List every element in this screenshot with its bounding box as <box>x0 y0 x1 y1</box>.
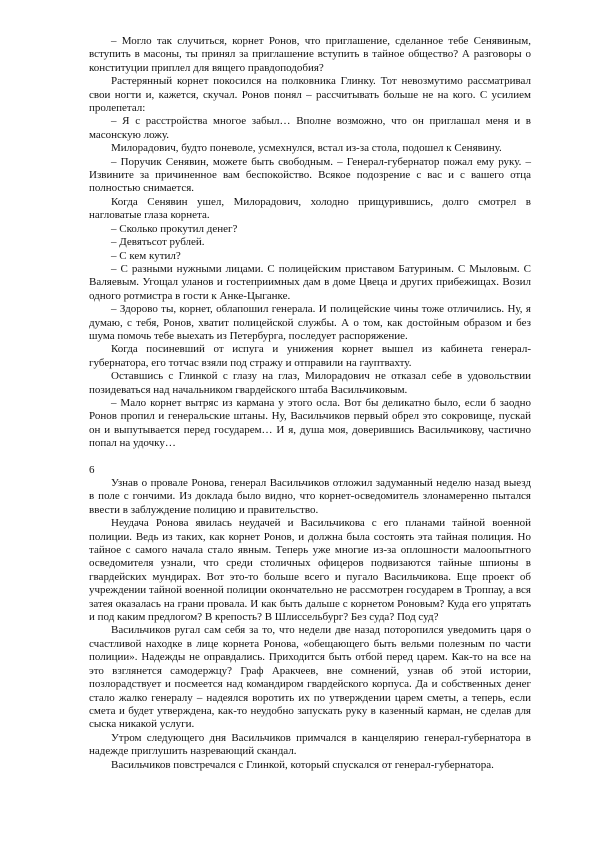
paragraph: – Поручик Сенявин, можете быть свободным. – Генерал-губернатор пожал ему руку. – Извините за причиненное вам беспокойство. Всякое подозрение с вас и с вашего отца полностью снимается. <box>89 155 531 195</box>
paragraph: Узнав о провале Ронова, генерал Васильчиков отложил задуманный неделю назад выезд в поле с гончими. Из доклада было видно, что корнет-осведомитель злонамеренно пытался ввести в заблуждение полицию и правительство. <box>89 477 531 516</box>
paragraph: Растерянный корнет покосился на полковника Глинку. Тот невозмутимо рассматривал свои ногти и, кажется, скучал. Ронов понял – рассчитывать больше не на кого. С усилием пролепетал: <box>89 75 531 115</box>
paragraph: – Сколько прокутил денег? <box>111 222 238 235</box>
paragraph: – Я с расстройства многое забыл… Вполне возможно, что он приглашал меня и в масонскую ложу. <box>89 115 531 141</box>
paragraph: Утром следующего дня Васильчиков примчался в канцелярию генерал-губернатора в надежде приглушить назревающий скандал. <box>89 731 531 758</box>
paragraph: – Могло так случиться, корнет Ронов, что приглашение, сделанное тебе Сенявиным, вступить в масоны, ты принял за приглашение вступить в тайное общество? А разговоры о конституции приплел для вящего правдоподобия? <box>89 35 531 74</box>
paragraph: Милорадович, будто поневоле, усмехнулся, встал из-за стола, подошел к Сенявину. <box>111 142 502 155</box>
paragraph: Васильчиков ругал сам себя за то, что недели две назад поторопился уведомить царя о счастливой находке в лице корнета Ронова, «обещающего быть вельми полезным по части полиции». Надежды не оправдались. Приходится быть отбой перед царем. Как-то на все на это взглянется самодержцу? Граф Аракчеев, вне сомнений, узнав об этой истории, позлорадствует и посмеется над командиром гвардейского корпуса. Да и собственных денег стало жалко генералу – надеялся воротить их по утверждении царем сметы, а теперь, если смета и будет утверждена, как-то неудобно запускать руку в казенный карман, не сделав для сыска никакой услуги. <box>89 624 531 731</box>
paragraph: – Мало корнет вытряс из кармана у этого осла. Вот бы деликатно было, если б заодно Ронов пропил и генеральские штаны. Ну, Васильчиков первый обрел это сокровище, пускай он и выпутывается перед государем… И я, душа моя, доверившись Васильчикову, частично попал на удочку… <box>89 396 531 450</box>
paragraph: – Девятьсот рублей. <box>111 236 205 249</box>
paragraph: – Здорово ты, корнет, облапошил генерала. И полицейские чины тоже отличились. Ну, я думаю, с тебя, Ронов, хватит полицейской службы. А о том, как достойным образом и без шума помочь тебе выехать из Петербурга, последует распоряжение. <box>89 303 531 342</box>
paragraph: – С кем кутил? <box>111 249 181 262</box>
chapter-number: 6 <box>89 463 95 476</box>
paragraph: Когда Сенявин ушел, Милорадович, холодно прищурившись, долго смотрел в нагловатые глаза корнета. <box>89 195 531 222</box>
paragraph: Неудача Ронова явилась неудачей и Васильчикова с его планами тайной военной полиции. Ведь из таких, как корнет Ронов, и должна была состоять эта тайная полиция. Но тайное с самого начала стало явным. Теперь уже многие из-за оплошности малоопытного осведомителя узнали, что среди столичных офицеров подвизаются тайные шпионы в гвардейских мундирах. Вот это-то больше всего и пугало Васильчикова. Еще проект об учреждении тайной военной полиции окончательно не рассмотрен государем в Троппау, а вся затея оказалась на грани провала. И как быть дальше с корнетом Роновым? Куда его упрятать и под каким предлогом? В крепость? В Шлиссельбург? Без суда? Под суд? <box>89 517 531 624</box>
paragraph: – С разными нужными лицами. С полицейским приставом Батуриным. С Мыловым. С Валяевым. Угощал уланов и гостеприимных дам в доме Цвеца и других прибежищах. Возил одного ротмистра в гости к Анке-Цыганке. <box>89 262 531 302</box>
document-page <box>89 35 531 772</box>
paragraph: Когда посиневший от испуга и унижения корнет вышел из кабинета генерал-губернатора, его тотчас взяли под стражу и отправили на гауптвахту. <box>89 343 531 369</box>
paragraph: Васильчиков повстречался с Глинкой, который спускался от генерал-губернатора. <box>111 758 494 771</box>
paragraph: Оставшись с Глинкой с глазу на глаз, Милорадович не отказал себе в удовольствии позидеваться над начальником гвардейского штаба Васильчиковым. <box>89 370 531 396</box>
